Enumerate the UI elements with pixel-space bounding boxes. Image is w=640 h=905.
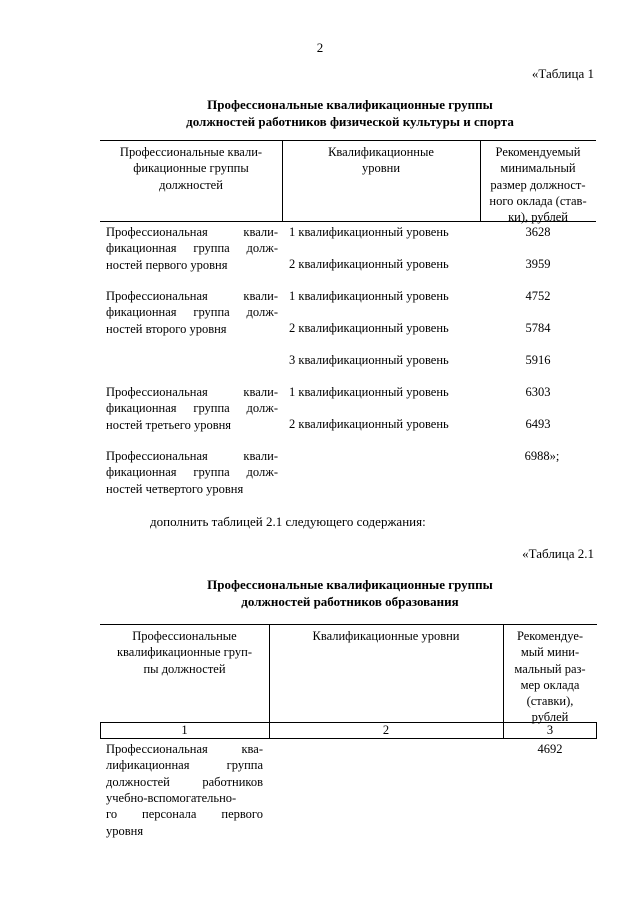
- table1-header-salary: Рекомендуемый минимальный размер должност- ного оклада (став- ки), рублей: [489, 145, 587, 225]
- table1-level: 1 квалификационный уровень: [289, 225, 449, 239]
- table1-salary: 6988»;: [524, 449, 560, 463]
- table2-group-name: Профессиональная ква- лификационная группа должностей работников учебно-вспомогательно- го персонала первого: [106, 742, 263, 822]
- table1-salary: 3959: [525, 257, 551, 271]
- table2-title-line1: Профессиональные квалификационные группы: [207, 577, 493, 592]
- table1-group-name-end: ностей третьего уровня: [106, 417, 232, 432]
- table2-col-number: 1: [181, 723, 188, 737]
- table2-header-salary: Рекомендуе- мый мини- мальный раз- мер оклада (ставки), рублей: [514, 629, 586, 725]
- table1-header-group: Профессиональные квали- фикационные группы должностей: [119, 145, 263, 192]
- table2-header-levels: Квалификационные уровни: [312, 629, 460, 643]
- table2-title: [0, 576, 640, 610]
- table1-group-name-end: ностей первого уровня: [106, 257, 228, 272]
- table1-level: 2 квалификационный уровень: [289, 417, 449, 431]
- table2-header-group: Профессиональные квалификационные груп- пы должностей: [116, 629, 252, 676]
- table1-title-line1: Профессиональные квалификационные группы: [207, 97, 493, 112]
- table2-title-line2: должностей работников образования: [241, 594, 459, 609]
- table1-label: «Таблица 1: [531, 66, 594, 81]
- table2-col-number: 3: [546, 723, 554, 737]
- table1-group-name-end: ностей четвертого уровня: [106, 481, 244, 496]
- table1-salary: 3628: [525, 225, 551, 239]
- table1-level: 1 квалификационный уровень: [289, 385, 449, 399]
- table1-group-name: Профессиональная квали- фикационная группа долж-: [106, 225, 278, 256]
- table1-group-name: Профессиональная квали- фикационная группа долж-: [106, 385, 278, 416]
- paragraph-text: дополнить таблицей 2.1 следующего содержания:: [150, 514, 426, 529]
- table1-title: [0, 96, 640, 130]
- page-number: 2: [316, 40, 324, 55]
- table1-level: 1 квалификационный уровень: [289, 289, 449, 303]
- table1-level: 2 квалификационный уровень: [289, 321, 449, 335]
- table1-group-name-end: ностей второго уровня: [106, 321, 227, 336]
- table1-level: 2 квалификационный уровень: [289, 257, 449, 271]
- table1-group-name: Профессиональная квали- фикационная группа долж-: [106, 449, 278, 480]
- table1-header-levels: Квалификационные уровни: [328, 145, 434, 176]
- table1-title-line2: должностей работников физической культуры и спорта: [186, 114, 514, 129]
- table2-group-name-end: уровня: [106, 823, 144, 838]
- table2-label: «Таблица 2.1: [522, 546, 594, 561]
- table1-salary: 4752: [525, 289, 551, 303]
- table1-salary: 5916: [525, 353, 551, 367]
- table1-group-name: Профессиональная квали- фикационная группа долж-: [106, 289, 278, 320]
- table1-salary: 6493: [525, 417, 551, 431]
- table1-salary: 6303: [525, 385, 551, 399]
- table2-salary: 4692: [537, 742, 563, 756]
- table1-salary: 5784: [525, 321, 551, 335]
- table2-col-number: 2: [382, 723, 390, 737]
- table1-level: 3 квалификационный уровень: [289, 353, 449, 367]
